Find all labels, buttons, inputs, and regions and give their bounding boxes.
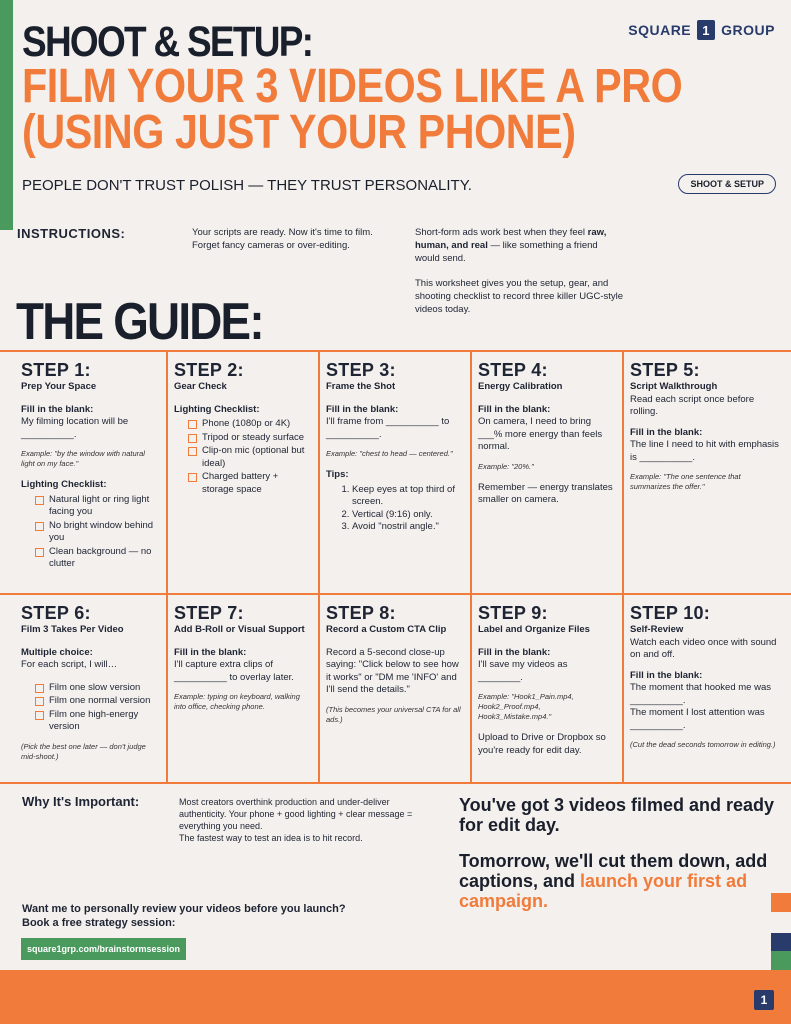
step-4-card xyxy=(472,352,624,595)
example-text: Example: "Hook1_Pain.mp4, Hook2_Proof.mp4, Hook3_Mistake.mp4." xyxy=(478,692,574,721)
closing-message xyxy=(459,795,779,927)
instructions-para-b: This worksheet gives you the setup, gear, and shooting checklist to record three killer UGC-style videos today. xyxy=(415,278,624,315)
step-5-card xyxy=(624,352,791,595)
fill-text: I'll frame from __________ to __________. xyxy=(326,416,450,440)
tagline: PEOPLE DON'T TRUST POLISH — THEY TRUST PERSONALITY. xyxy=(22,177,472,194)
checkbox-item[interactable]: Film one high-energy version xyxy=(35,709,158,734)
cta-sub-line: Book a free strategy session: xyxy=(22,917,176,929)
step-subtitle: Frame the Shot xyxy=(326,381,396,392)
step-heading: STEP 7: xyxy=(174,603,244,623)
step-6-card xyxy=(0,595,168,784)
steps-grid xyxy=(0,350,791,784)
title-line-2 xyxy=(22,60,683,159)
checklist-label: Lighting Checklist: xyxy=(21,479,107,490)
step-heading: STEP 6: xyxy=(21,603,91,623)
example-text: Example: typing on keyboard, walking into office, checking phone. xyxy=(174,692,300,711)
logo-left: SQUARE xyxy=(628,22,692,38)
fill-label: Fill in the blank: xyxy=(630,426,703,438)
why-text-1: Most creators overthink production and under-deliver authenticity. Your phone + good lighting + clear message = everything you need. xyxy=(179,797,413,831)
guide-title: THE GUIDE: xyxy=(16,293,263,351)
step-8-card xyxy=(320,595,472,784)
fill-text: My filming location will be __________. xyxy=(21,416,129,440)
fill-text: The moment that hooked me was __________. xyxy=(630,682,771,706)
left-accent-bar xyxy=(0,0,13,230)
checklist xyxy=(21,494,158,571)
deco-orange-block xyxy=(771,893,791,912)
step-heading: STEP 5: xyxy=(630,360,700,380)
step-subtitle: Add B-Roll or Visual Support xyxy=(174,624,305,635)
footer-logo-icon: 1 xyxy=(754,990,774,1010)
step-subtitle: Film 3 Takes Per Video xyxy=(21,624,124,635)
tip-item: 1. Keep eyes at top third of screen. xyxy=(352,484,462,509)
why-text xyxy=(179,796,429,844)
step-subtitle: Prep Your Space xyxy=(21,381,97,392)
example-text: Example: "The one sentence that summarizes the offer." xyxy=(630,472,741,491)
step-subtitle: Record a Custom CTA Clip xyxy=(326,624,447,635)
fill-text: The line I need to hit with emphasis is __________. xyxy=(630,439,779,463)
why-text-2: The fastest way to test an idea is to hit record. xyxy=(179,833,363,843)
section-pill: SHOOT & SETUP xyxy=(678,174,776,194)
step-heading: STEP 2: xyxy=(174,360,244,380)
step-heading: STEP 3: xyxy=(326,360,396,380)
fill-label: Fill in the blank: xyxy=(478,646,551,658)
step-heading: STEP 10: xyxy=(630,603,711,623)
example-text: Example: "20%." xyxy=(478,461,534,471)
checkbox-item[interactable]: Charged battery + storage space xyxy=(188,471,310,496)
step-heading: STEP 4: xyxy=(478,360,548,380)
fill-label: Fill in the blank: xyxy=(174,646,247,658)
step-subtitle: Gear Check xyxy=(174,381,227,392)
checklist-label: Lighting Checklist: xyxy=(174,403,260,415)
fill-label: Fill in the blank: xyxy=(630,669,703,681)
instructions-para-a xyxy=(415,226,625,265)
note-text: Remember — energy translates smaller on camera. xyxy=(478,481,613,505)
instr-a-pre: Short-form ads work best when they feel xyxy=(415,227,588,238)
logo-box: 1 xyxy=(697,20,715,40)
example-text: (This becomes your universal CTA for all ads.) xyxy=(326,704,461,724)
tips-label: Tips: xyxy=(326,469,349,480)
closing-line-2 xyxy=(459,851,779,911)
step-subtitle: Label and Organize Files xyxy=(478,624,590,635)
tip-item: 2. Vertical (9:16) only. xyxy=(352,509,462,522)
step-7-card xyxy=(168,595,320,784)
tips-list xyxy=(326,484,462,534)
fill-text: For each script, I will… xyxy=(21,659,118,670)
logo-right: GROUP xyxy=(721,22,775,38)
checkbox-item[interactable]: Clean background — no clutter xyxy=(35,546,158,571)
step-subtitle: Self-Review xyxy=(630,624,684,635)
intro-text: Read each script once before rolling. xyxy=(630,393,755,417)
cta-question xyxy=(22,902,362,930)
step-subtitle: Script Walkthrough xyxy=(630,381,718,392)
example-text: (Pick the best one later — don't judge mid-shoot.) xyxy=(21,741,146,761)
checklist xyxy=(174,418,310,496)
step-subtitle: Energy Calibration xyxy=(478,381,563,392)
intro-text: Watch each video once with sound on and off. xyxy=(630,636,777,660)
step-9-card xyxy=(472,595,624,784)
checkbox-item[interactable]: Film one normal version xyxy=(35,695,158,708)
deco-green-block xyxy=(771,951,791,970)
note-text: Upload to Drive or Dropbox so you're ready for edit day. xyxy=(478,732,606,756)
fill-text: I'll capture extra clips of __________ to overlay later. xyxy=(174,659,294,683)
title-line-2b: (USING JUST YOUR PHONE) xyxy=(22,106,576,159)
fill-label: Fill in the blank: xyxy=(478,403,551,415)
step-heading: STEP 1: xyxy=(21,360,91,380)
example-text: Example: "by the window with natural light on my face." xyxy=(21,449,145,468)
checkbox-item[interactable]: Phone (1080p or 4K) xyxy=(188,418,310,431)
footer-bar xyxy=(0,970,791,1024)
tip-item: 3. Avoid "nostril angle." xyxy=(352,521,462,534)
instructions-label: INSTRUCTIONS: xyxy=(17,226,126,241)
checklist xyxy=(21,682,158,734)
cta-question-line: Want me to personally review your videos before you launch? xyxy=(22,903,346,915)
checkbox-item[interactable]: Film one slow version xyxy=(35,682,158,695)
step-heading: STEP 8: xyxy=(326,603,396,623)
step-1-card xyxy=(0,352,168,595)
instr-a-bold: raw, human, and real xyxy=(415,227,607,251)
fill-text: The moment I lost attention was __________. xyxy=(630,707,765,731)
why-label: Why It's Important: xyxy=(22,794,140,809)
fill-label: Multiple choice: xyxy=(21,646,93,658)
square1-logo xyxy=(628,20,775,40)
instructions-col2 xyxy=(415,226,625,328)
checkbox-item[interactable]: No bright window behind you xyxy=(35,520,158,545)
instructions-col1: Your scripts are ready. Now it's time to film. Forget fancy cameras or over-editing. xyxy=(192,227,373,251)
fill-label: Fill in the blank: xyxy=(21,403,94,415)
closing-line-2-pre: Tomorrow, we'll cut them down, add captions, and xyxy=(459,851,768,891)
step-10-card xyxy=(624,595,791,784)
checkbox-item[interactable]: Clip-on mic (optional but ideal) xyxy=(188,445,310,470)
fill-label: Fill in the blank: xyxy=(326,403,399,415)
title-line-1: SHOOT & SETUP: xyxy=(22,18,313,66)
example-text: Example: "chest to head — centered." xyxy=(326,449,453,458)
checkbox-item[interactable]: Natural light or ring light facing you xyxy=(35,494,158,519)
checkbox-item[interactable]: Tripod or steady surface xyxy=(188,432,310,445)
fill-text: I'll save my videos as ________. xyxy=(478,659,568,683)
instr-a-post: — like something a friend would send. xyxy=(415,240,598,264)
title-line-2a: FILM YOUR 3 VIDEOS LIKE A PRO xyxy=(22,60,683,113)
fill-text: On camera, I need to bring ___% more energy than feels normal. xyxy=(478,416,603,452)
deco-navy-block xyxy=(771,933,791,951)
step-text: Record a 5-second close-up saying: "Click below to see how it works" or "DM me 'INFO' and I'll send the details." xyxy=(326,646,459,695)
closing-line-2-highlight: launch your first ad campaign. xyxy=(459,871,748,911)
example-text: (Cut the dead seconds tomorrow in editing.) xyxy=(630,740,776,749)
closing-line-1: You've got 3 videos filmed and ready for edit day. xyxy=(459,795,775,835)
step-2-card xyxy=(168,352,320,595)
booking-link[interactable]: square1grp.com/brainstormsession xyxy=(21,938,186,960)
step-heading: STEP 9: xyxy=(478,603,548,623)
step-3-card xyxy=(320,352,472,595)
